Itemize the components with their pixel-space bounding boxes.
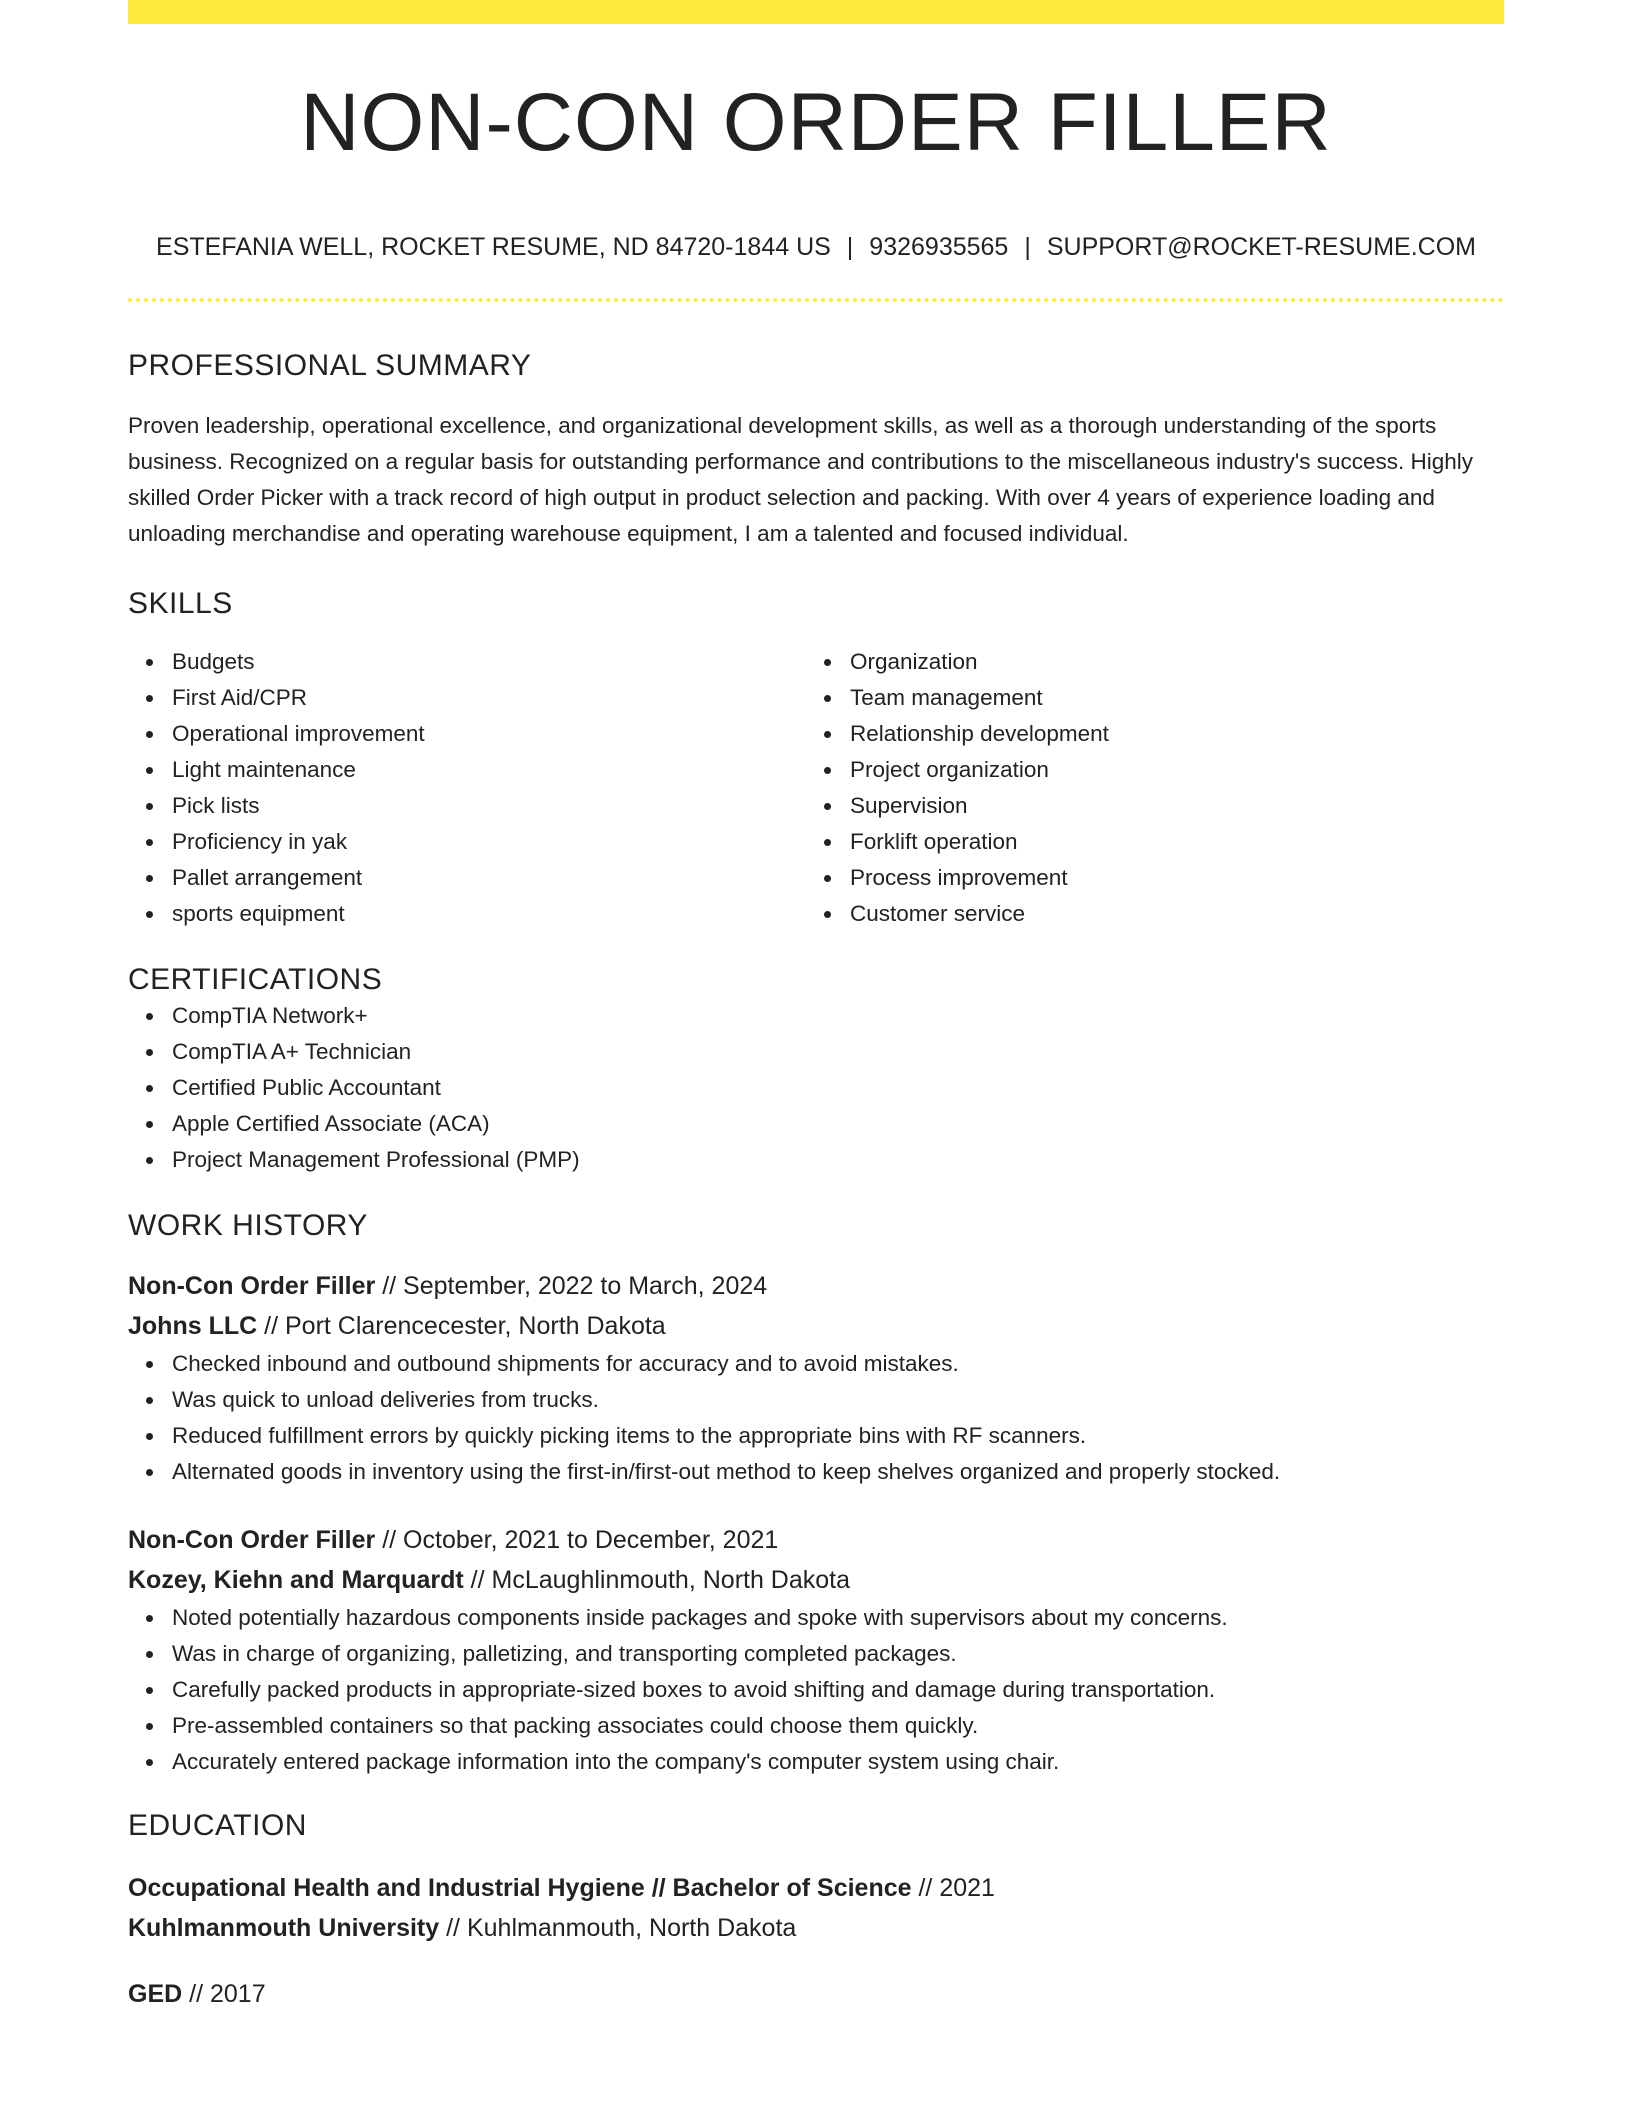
- job-bullet: Reduced fulfillment errors by quickly picking items to the appropriate bins with RF scanners.: [172, 1418, 1504, 1454]
- job-entry: [128, 1520, 1504, 1780]
- job-separator: //: [382, 1526, 397, 1554]
- education-year: 2017: [210, 1980, 266, 2008]
- skills-column-right: [806, 644, 1484, 932]
- contact-phone: 9326935565: [869, 233, 1009, 261]
- job-bullet-list: [128, 1600, 1504, 1780]
- skills-column-left: [128, 644, 806, 932]
- education-entry: [128, 1868, 1504, 1948]
- job-separator: //: [382, 1272, 397, 1300]
- job-bullet: Was in charge of organizing, palletizing, and transporting completed packages.: [172, 1636, 1504, 1672]
- skills-list-right: [806, 644, 1484, 932]
- skill-item: Process improvement: [850, 860, 1484, 896]
- skills-heading: SKILLS: [128, 587, 233, 620]
- contact-address: ESTEFANIA WELL, ROCKET RESUME, ND 84720-1844 US: [156, 233, 831, 261]
- education-separator: //: [189, 1980, 204, 2008]
- education-degree: Occupational Health and Industrial Hygiene // Bachelor of Science: [128, 1874, 912, 1902]
- skill-item: Customer service: [850, 896, 1484, 932]
- education-degree-line: [128, 1974, 1504, 2014]
- job-bullet: Alternated goods in inventory using the first-in/first-out method to keep shelves organized and properly stocked.: [172, 1454, 1504, 1490]
- summary-text: Proven leadership, operational excellence, and organizational development skills, as well as a thorough understanding of the sports business. Recognized on a regular basis for outstanding performance and contributions to the miscellaneous industry's success. Highly skilled Order Picker with a track record of high output in product selection and packing. With over 4 years of experience loading and unloading merchandise and operating warehouse equipment, I am a talented and focused individual.: [128, 413, 1474, 546]
- certification-item: Apple Certified Associate (ACA): [172, 1106, 1504, 1142]
- resume-title: NON-CON ORDER FILLER: [300, 77, 1332, 168]
- job-location: McLaughlinmouth, North Dakota: [491, 1566, 851, 1594]
- work-history-heading: WORK HISTORY: [128, 1209, 368, 1242]
- education-year: 2021: [939, 1874, 995, 1902]
- job-separator: //: [264, 1312, 279, 1340]
- job-bullet: Was quick to unload deliveries from trucks.: [172, 1382, 1504, 1418]
- job-separator: //: [470, 1566, 485, 1594]
- job-role: Non-Con Order Filler: [128, 1526, 376, 1554]
- skill-item: Project organization: [850, 752, 1484, 788]
- contact-email: SUPPORT@ROCKET-RESUME.COM: [1046, 233, 1476, 261]
- skill-item: Supervision: [850, 788, 1484, 824]
- job-dates: October, 2021 to December, 2021: [403, 1526, 779, 1554]
- job-bullet: Carefully packed products in appropriate-sized boxes to avoid shifting and damage during transportation.: [172, 1672, 1504, 1708]
- job-role-line: [128, 1520, 1504, 1560]
- skill-item: Forklift operation: [850, 824, 1484, 860]
- education-separator: //: [918, 1874, 933, 1902]
- job-company-line: [128, 1560, 1504, 1600]
- skill-item: Proficiency in yak: [172, 824, 806, 860]
- contact-separator: |: [846, 233, 854, 261]
- skills-grid: [128, 644, 1504, 932]
- contact-line: [128, 232, 1504, 262]
- job-bullet: Checked inbound and outbound shipments for accuracy and to avoid mistakes.: [172, 1346, 1504, 1382]
- education-school-line: [128, 1908, 1504, 1948]
- skill-item: Light maintenance: [172, 752, 806, 788]
- education-heading: EDUCATION: [128, 1809, 307, 1842]
- skill-item: Organization: [850, 644, 1484, 680]
- skill-item: Budgets: [172, 644, 806, 680]
- skill-item: Team management: [850, 680, 1484, 716]
- job-role: Non-Con Order Filler: [128, 1272, 376, 1300]
- certification-item: Project Management Professional (PMP): [172, 1142, 1504, 1178]
- skill-item: Operational improvement: [172, 716, 806, 752]
- job-bullet: Noted potentially hazardous components inside packages and spoke with supervisors about my concerns.: [172, 1600, 1504, 1636]
- job-company: Johns LLC: [128, 1312, 258, 1340]
- skill-item: First Aid/CPR: [172, 680, 806, 716]
- education-school: Kuhlmanmouth University: [128, 1914, 440, 1942]
- education-entry: [128, 1974, 1504, 2014]
- skill-item: Relationship development: [850, 716, 1484, 752]
- job-company-line: [128, 1306, 1504, 1346]
- certification-item: CompTIA A+ Technician: [172, 1034, 1504, 1070]
- contact-separator: |: [1024, 233, 1031, 261]
- resume-page: [128, 0, 1504, 2014]
- skill-item: sports equipment: [172, 896, 806, 932]
- education-degree-line: [128, 1868, 1504, 1908]
- certifications-heading: CERTIFICATIONS: [128, 963, 383, 996]
- job-entry: [128, 1266, 1504, 1490]
- certifications-list: [128, 998, 1504, 1178]
- job-role-line: [128, 1266, 1504, 1306]
- job-bullet-list: [128, 1346, 1504, 1490]
- certification-item: CompTIA Network+: [172, 998, 1504, 1034]
- education-degree: GED: [128, 1980, 183, 2008]
- job-location: Port Clarencecester, North Dakota: [284, 1312, 666, 1340]
- dotted-divider: [128, 298, 1504, 302]
- job-company: Kozey, Kiehn and Marquardt: [128, 1566, 464, 1594]
- education-separator: //: [446, 1914, 461, 1942]
- job-bullet: Pre-assembled containers so that packing associates could choose them quickly.: [172, 1708, 1504, 1744]
- job-bullet: Accurately entered package information into the company's computer system using chair.: [172, 1744, 1504, 1780]
- skill-item: Pallet arrangement: [172, 860, 806, 896]
- skill-item: Pick lists: [172, 788, 806, 824]
- top-accent-bar: [128, 0, 1504, 24]
- job-dates: September, 2022 to March, 2024: [403, 1272, 768, 1300]
- education-location: Kuhlmanmouth, North Dakota: [466, 1914, 797, 1942]
- skills-list-left: [128, 644, 806, 932]
- certification-item: Certified Public Accountant: [172, 1070, 1504, 1106]
- summary-heading: PROFESSIONAL SUMMARY: [128, 349, 532, 382]
